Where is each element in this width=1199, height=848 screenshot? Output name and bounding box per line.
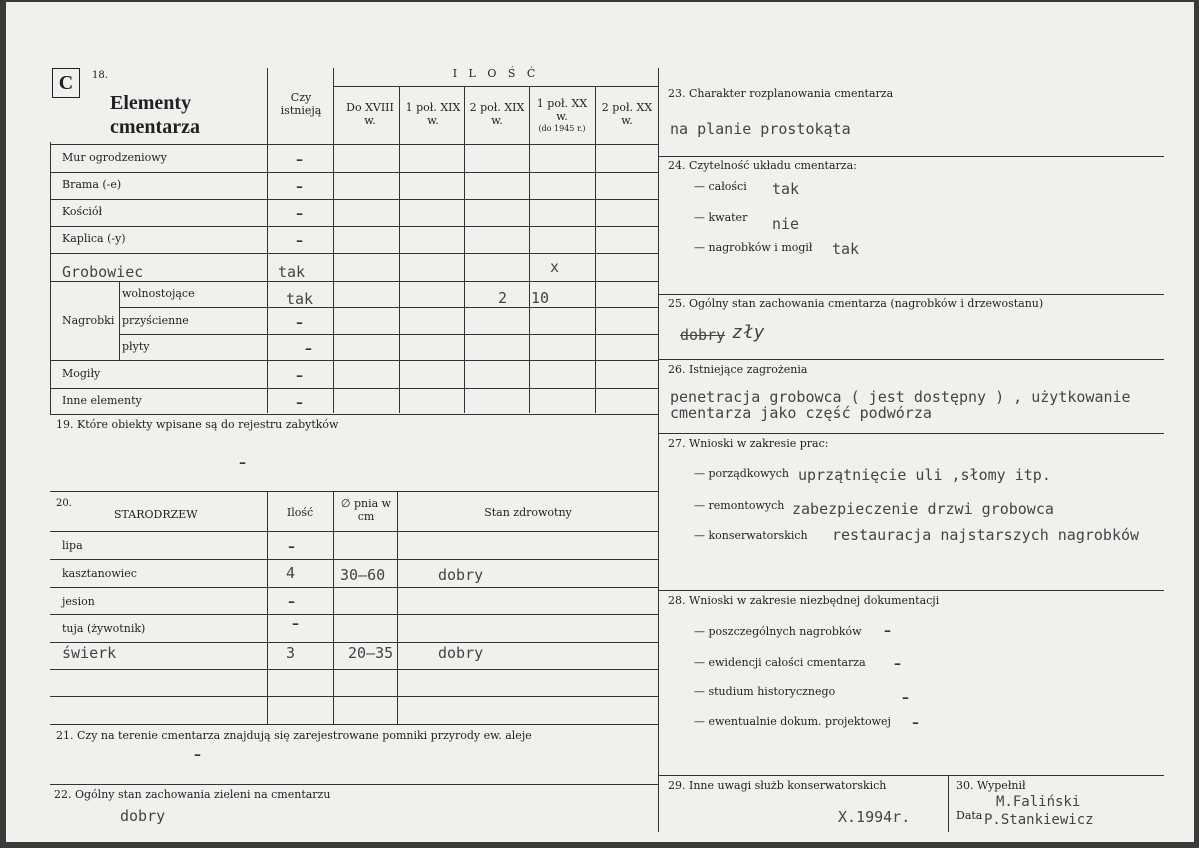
q27-item-label: — remontowych (694, 499, 785, 512)
tree-header: STARODRZEW (114, 508, 198, 521)
q22-value: dobry (120, 807, 166, 825)
section-number: 18. (92, 70, 108, 81)
q30-label: 30. Wypełnił (956, 779, 1026, 792)
tree-name: kasztanowiec (62, 567, 137, 580)
q28-item-value: – (902, 690, 909, 706)
q27-label: 27. Wnioski w zakresie prac: (668, 437, 829, 450)
q26-line2: cmentarza jako część podwórza (670, 404, 932, 422)
tree-name: świerk (62, 644, 117, 662)
tree-col-qty: Ilość (286, 506, 314, 519)
tree-qty: – (288, 594, 295, 610)
row-exists: – (296, 368, 303, 384)
tree-diameter: 30–60 (340, 566, 386, 584)
q21-value: – (194, 747, 201, 763)
q30-data-label: Data (956, 809, 983, 822)
tree-col-state: Stan zdrowotny (484, 506, 572, 519)
row-label: Kaplica (-y) (62, 232, 126, 245)
q21-label: 21. Czy na terenie cmentarza znajdują się zarejestrowane pomniki przyrody ew. aleje (56, 729, 532, 742)
quantity-header: I L O Ś Ć (452, 67, 540, 80)
row-qty: 2 (498, 289, 508, 307)
center-divider (658, 68, 659, 832)
q23-label: 23. Charakter rozplanowania cmentarza (668, 87, 894, 100)
col-1pol-xx: 1 poł. XX w. (536, 97, 588, 123)
section-title-1: Elementy (110, 92, 192, 114)
row-exists: – (296, 152, 303, 168)
col-1pol-xix: 1 poł. XIX w. (405, 101, 461, 127)
q23-value: na planie prostokąta (670, 120, 851, 138)
q27-item-value: uprzątnięcie uli ,słomy itp. (798, 466, 1051, 484)
col-2pol-xix: 2 poł. XIX w. (469, 101, 525, 127)
row-exists: – (305, 341, 312, 357)
q30-name1: M.Faliński (996, 794, 1081, 810)
q19-value: – (239, 455, 246, 471)
row-exists: – (296, 206, 303, 222)
tree-name: lipa (62, 539, 83, 552)
tree-state: dobry (438, 644, 484, 662)
row-mark: x (550, 258, 560, 276)
col-xviii: Do XVIII w. (346, 101, 394, 127)
q29-label: 29. Inne uwagi służb konserwatorskich (668, 779, 887, 792)
row-label: Grobowiec (62, 263, 144, 281)
inventory-card (6, 2, 1194, 842)
q24-item-label: — nagrobków i mogił (694, 241, 813, 254)
q28-item-label: — studium historycznego (694, 685, 836, 698)
row-exists: – (296, 179, 303, 195)
row-exists: – (296, 315, 303, 331)
q25-value: zły (732, 322, 765, 343)
q27-item-value: restauracja najstarszych nagrobków (832, 526, 1140, 544)
row-exists: – (296, 395, 303, 411)
row-exists: tak (286, 290, 314, 308)
q28-item-value: – (884, 623, 891, 639)
q25-struck-value: dobry (680, 326, 726, 344)
col-note: (do 1945 r.) (538, 124, 586, 133)
row-label: przyścienne (122, 314, 189, 327)
row-label: płyty (122, 340, 150, 353)
row-label: Brama (-e) (62, 178, 122, 191)
q26-line1: penetracja grobowca ( jest dostępny ) , użytkowanie (670, 388, 1131, 406)
col-line (267, 68, 268, 413)
col-2pol-xx: 2 poł. XX w. (601, 101, 653, 127)
row-qty: 10 (531, 289, 550, 307)
tree-diameter: 20–35 (348, 644, 394, 662)
section-title-2: cmentarza (110, 116, 200, 138)
q28-item-label: — ewentualnie dokum. projektowej (694, 715, 891, 728)
tree-col-diameter: ∅ pnia w cm (340, 497, 392, 523)
q26-label: 26. Istniejące zagrożenia (668, 363, 808, 376)
q24-item-label: — całości (694, 180, 747, 193)
tree-qty: – (292, 616, 299, 632)
q19-label: 19. Które obiekty wpisane są do rejestru zabytków (56, 418, 339, 431)
q27-item-value: zabezpieczenie drzwi grobowca (792, 500, 1054, 518)
q29-value: X.1994r. (838, 808, 911, 826)
q30-name2: P.Stankiewicz (984, 812, 1094, 828)
q22-label: 22. Ogólny stan zachowania zieleni na cmentarzu (54, 788, 331, 801)
tree-qty: 4 (286, 564, 296, 582)
tree-qty: – (288, 539, 295, 555)
tree-qty: 3 (286, 644, 296, 662)
q24-item-value: nie (772, 215, 800, 233)
q28-label: 28. Wnioski w zakresie niezbędnej dokumentacji (668, 594, 940, 607)
q25-label: 25. Ogólny stan zachowania cmentarza (nagrobków i drzewostanu) (668, 297, 1044, 310)
row-exists: tak (278, 263, 306, 281)
q27-item-label: — konserwatorskich (694, 529, 808, 542)
row-exists: – (296, 233, 303, 249)
q20-number: 20. (56, 498, 72, 509)
q24-label: 24. Czytelność układu cmentarza: (668, 159, 857, 172)
row-label: Mur ogrodzeniowy (62, 151, 167, 164)
row-label: Kościół (62, 205, 103, 218)
nagrobki-label: Nagrobki (62, 314, 115, 327)
col-exists-header: Czy istnieją (280, 91, 322, 117)
tree-name: tuja (żywotnik) (62, 622, 146, 635)
q28-item-value: – (912, 715, 919, 731)
section-letter: C (52, 68, 80, 98)
row-label: Inne elementy (62, 394, 142, 407)
q28-item-label: — poszczególnych nagrobków (694, 625, 862, 638)
row-label: Mogiły (62, 367, 101, 380)
row-label: wolnostojące (122, 287, 195, 300)
q24-item-label: — kwater (694, 211, 748, 224)
q28-item-label: — ewidencji całości cmentarza (694, 656, 866, 669)
q24-item-value: tak (832, 240, 860, 258)
q28-item-value: – (894, 656, 901, 672)
q24-item-value: tak (772, 180, 800, 198)
q27-item-label: — porządkowych (694, 467, 789, 480)
tree-state: dobry (438, 566, 484, 584)
tree-name: jesion (62, 595, 95, 608)
